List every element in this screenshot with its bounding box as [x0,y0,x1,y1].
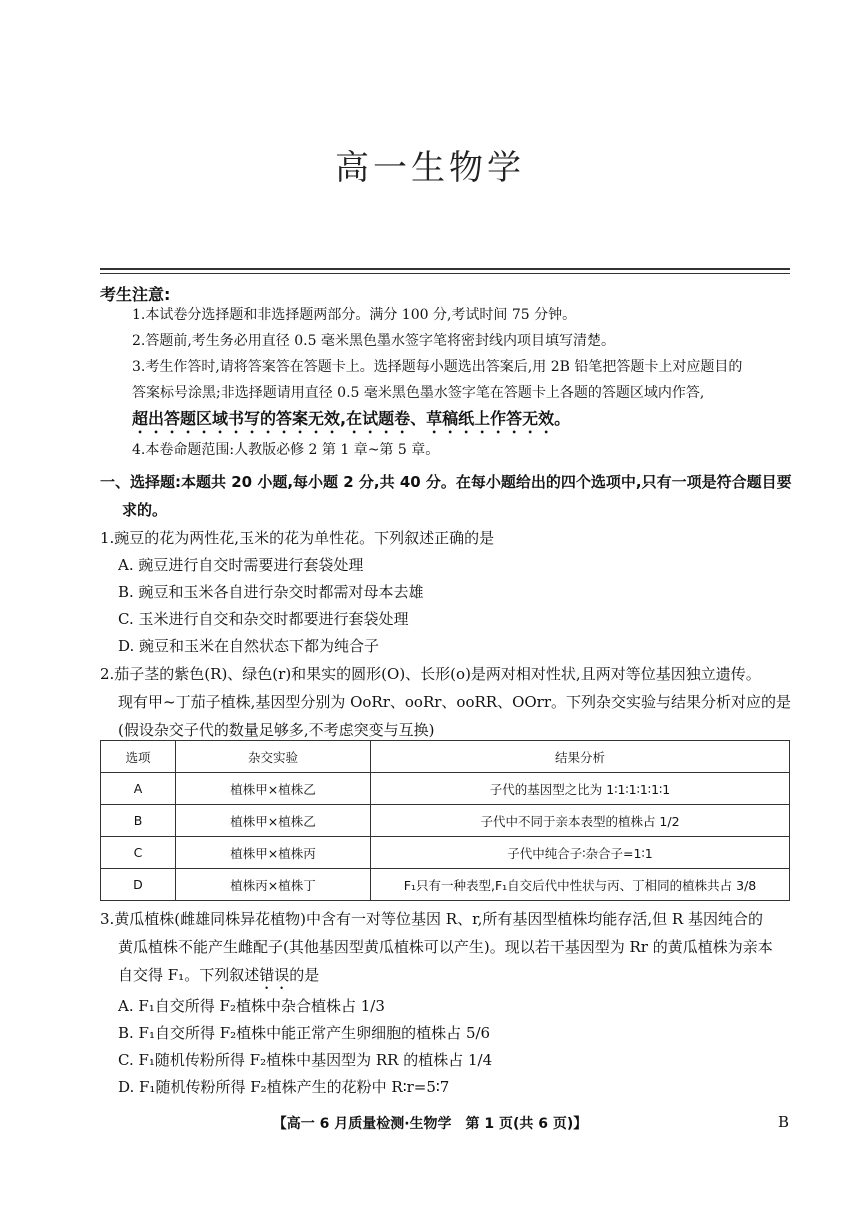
question-2 [100,660,800,744]
table-row [101,837,790,869]
notice-item-continued: 答案标号涂黑;非选择题请用直径 0.5 毫米黑色墨水签字笔在答题卡上各题的答题区域内作答, [132,385,705,401]
option-d: D. 豌豆和玉米在自然状态下都为纯合子 [118,637,380,655]
table-row [101,805,790,837]
stem-text: 自交得 F₁。下列叙述 [118,966,260,984]
table-cell: 植株甲×植株乙 [176,805,371,837]
divider [100,268,790,270]
question-stem: 1.豌豆的花为两性花,玉米的花为单性花。下列叙述正确的是 [100,529,495,547]
table-row [101,869,790,901]
option-b: B. F₁自交所得 F₂植株中能正常产生卵细胞的植株占 5/6 [118,1024,491,1042]
question-stem: 3.黄瓜植株(雌雄同株异花植物)中含有一对等位基因 R、r,所有基因型植株均能存活,但 R 基因纯合的 [100,910,763,928]
question-stem: (假设杂交子代的数量足够多,不考虑突变与互换) [118,721,435,739]
section-heading-line: 求的。 [122,501,168,519]
column-header: 杂交实验 [176,741,371,773]
option-d: D. F₁随机传粉所得 F₂植株产生的花粉中 R∶r=5∶7 [118,1078,450,1096]
notice-item: 1.本试卷分选择题和非选择题两部分。满分 100 分,考试时间 75 分钟。 [132,307,577,323]
column-header: 选项 [101,741,176,773]
emphasis-mark: 错误 [259,966,290,984]
notice-list [132,302,792,463]
table-cell: 植株甲×植株乙 [176,773,371,805]
table-cell: 子代中不同于亲本表型的植株占 1/2 [371,805,790,837]
table-header-row [101,741,790,773]
table-cell: D [101,869,176,901]
section-heading-line: 一、选择题:本题共 20 小题,每小题 2 分,共 40 分。在每小题给出的四个选项中,只有一项是符合题目要 [100,473,792,491]
question-stem: 现有甲~丁茄子植株,基因型分别为 OoRr、ooRr、ooRR、OOrr。下列杂交实验与结果分析对应的是 [118,693,792,711]
analysis-table [100,740,790,901]
table-cell: F₁只有一种表型,F₁自交后代中性状与丙、丁相同的植株共占 3/8 [371,869,790,901]
stem-text: 的是 [289,966,320,984]
notice-item: 4.本卷命题范围:人教版必修 2 第 1 章~第 5 章。 [132,442,440,458]
column-header: 结果分析 [371,741,790,773]
question-stem [100,961,800,993]
table-cell: 植株丙×植株丁 [176,869,371,901]
table-cell: A [101,773,176,805]
table-cell: 植株甲×植株丙 [176,837,371,869]
table-row [101,773,790,805]
option-a: A. F₁自交所得 F₂植株中杂合植株占 1/3 [118,997,385,1015]
option-c: C. 玉米进行自交和杂交时都要进行套袋处理 [118,610,409,628]
table-cell: C [101,837,176,869]
table-cell: B [101,805,176,837]
notice-item: 2.答题前,考生务必用直径 0.5 毫米黑色墨水签字笔将密封线内项目填写清楚。 [132,333,615,349]
table-cell: 子代中纯合子∶杂合子=1∶1 [371,837,790,869]
option-a: A. 豌豆进行自交时需要进行套袋处理 [118,556,364,574]
paper-version-letter: B [778,1113,790,1131]
option-b: B. 豌豆和玉米各自进行杂交时都需对母本去雄 [118,583,424,601]
table-cell: 子代的基因型之比为 1∶1∶1∶1∶1∶1 [371,773,790,805]
question-3 [100,905,800,1101]
option-c: C. F₁随机传粉所得 F₂植株中基因型为 RR 的植株占 1/4 [118,1051,493,1069]
notice-heading: 考生注意: [100,285,171,304]
notice-emphasis: 超出答题区域书写的答案无效,在试题卷、草稿纸上作答无效。 [132,409,571,428]
section-heading [100,468,800,524]
divider [100,273,790,274]
question-stem: 2.茄子茎的紫色(R)、绿色(r)和果实的圆形(O)、长形(o)是两对相对性状,且两对等位基因独立遗传。 [100,665,761,683]
question-1 [100,524,800,660]
question-stem: 黄瓜植株不能产生雌配子(其他基因型黄瓜植株可以产生)。现以若干基因型为 Rr 的黄瓜植株为亲本 [118,938,773,956]
notice-item: 3.考生作答时,请将答案答在答题卡上。选择题每小题选出答案后,用 2B 铅笔把答题卡上对应题目的 [132,359,743,375]
page-title: 高一生物学 [335,148,525,188]
page-footer: 【高一 6 月质量检测·生物学 第 1 页(共 6 页)】 [272,1116,588,1132]
